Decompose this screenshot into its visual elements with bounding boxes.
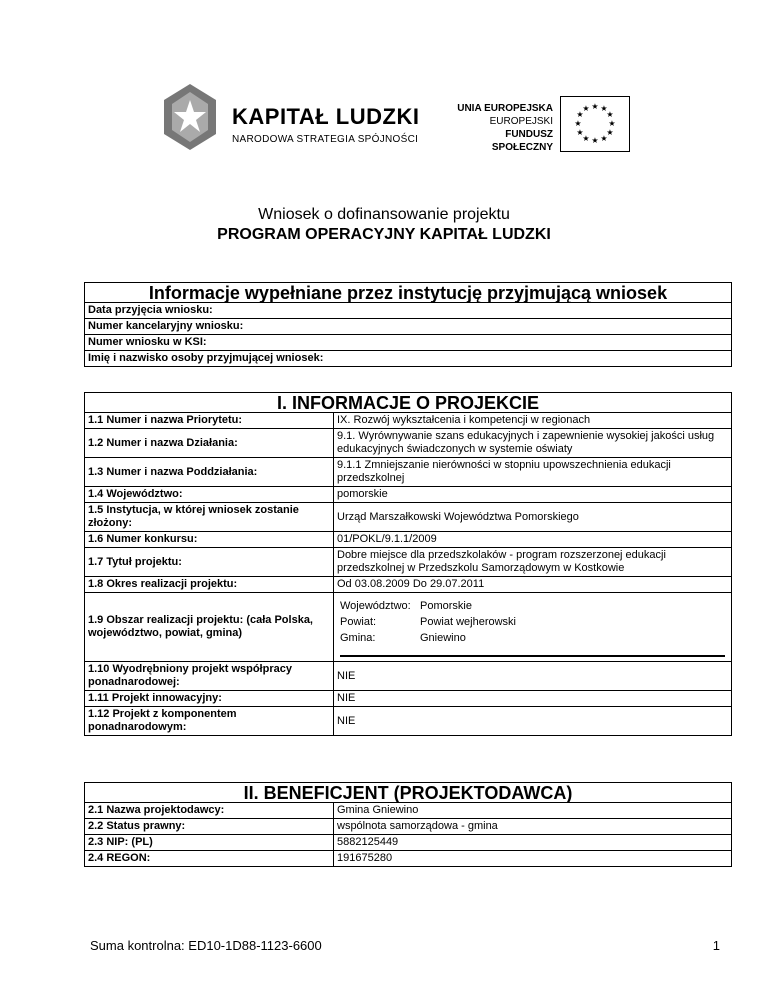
- row-value: 9.1.1 Zmniejszanie nierówności w stopniu upowszechnienia edukacji przedszkolnej: [334, 458, 732, 487]
- svg-text:★: ★: [591, 136, 599, 145]
- row-label: 1.7 Tytuł projektu:: [85, 548, 334, 577]
- kl-title: KAPITAŁ LUDZKI: [232, 104, 420, 129]
- svg-text:★: ★: [606, 110, 614, 119]
- project-info-table: [84, 392, 732, 736]
- row-value: pomorskie: [334, 487, 732, 503]
- kapital-ludzki-logo-icon: [160, 82, 220, 152]
- intake-row: Data przyjęcia wniosku:: [85, 303, 732, 319]
- row-value: 5882125449: [334, 835, 732, 851]
- area-divider: [340, 655, 725, 657]
- svg-text:★: ★: [600, 104, 608, 113]
- svg-text:★: ★: [574, 119, 582, 128]
- beneficiary-table: [84, 782, 732, 867]
- woj-key: Województwo:: [340, 600, 411, 612]
- row-label: 1.12 Projekt z komponentem ponadnarodowym:: [85, 707, 334, 736]
- title-line2: PROGRAM OPERACYJNY KAPITAŁ LUDZKI: [217, 226, 551, 243]
- pow-val: Powiat wejherowski: [420, 616, 516, 628]
- svg-text:★: ★: [576, 110, 584, 119]
- row-value: 191675280: [334, 851, 732, 867]
- section2-heading: II. BENEFICJENT (PROJEKTODAWCA): [85, 783, 732, 803]
- row-value: Od 03.08.2009 Do 29.07.2011: [334, 577, 732, 593]
- row-value: 01/POKL/9.1.1/2009: [334, 532, 732, 548]
- row-value: NIE: [334, 707, 732, 736]
- intake-row: Imię i nazwisko osoby przyjmującej wniosek:: [85, 351, 732, 367]
- gm-val: Gniewino: [420, 632, 466, 644]
- area-label: 1.9 Obszar realizacji projektu: (cała Polska, województwo, powiat, gmina): [85, 593, 334, 662]
- row-label: 1.5 Instytucja, w której wniosek zostanie złożony:: [85, 503, 334, 532]
- row-label: 1.11 Projekt innowacyjny:: [85, 691, 334, 707]
- row-label: 1.1 Numer i nazwa Priorytetu:: [85, 413, 334, 429]
- row-label: 1.4 Województwo:: [85, 487, 334, 503]
- pow-key: Powiat:: [340, 616, 377, 628]
- row-label: 2.3 NIP: (PL): [85, 835, 334, 851]
- row-label: 1.6 Numer konkursu:: [85, 532, 334, 548]
- row-value: Dobre miejsce dla przedszkolaków - program rozszerzonej edukacji przedszkolnej w Przedszkolu Samorządowym w Kostkowie: [334, 548, 732, 577]
- row-label: 1.2 Numer i nazwa Działania:: [85, 429, 334, 458]
- svg-text:★: ★: [608, 119, 616, 128]
- intake-heading: Informacje wypełniane przez instytucję przyjmującą wniosek: [85, 283, 732, 303]
- gm-key: Gmina:: [340, 632, 376, 644]
- row-label: 2.2 Status prawny:: [85, 819, 334, 835]
- page-number: 1: [712, 938, 720, 953]
- row-value: Gmina Gniewino: [334, 803, 732, 819]
- svg-text:★: ★: [591, 102, 599, 111]
- ue-line1: UNIA EUROPEJSKA: [457, 103, 553, 114]
- svg-text:★: ★: [582, 134, 590, 143]
- ue-line2: EUROPEJSKI: [489, 116, 553, 127]
- row-value: 9.1. Wyrównywanie szans edukacyjnych i zapewnienie wysokiej jakości usług edukacyjnych świadczonych w systemie oświaty: [334, 429, 732, 458]
- section1-heading: I. INFORMACJE O PROJEKCIE: [85, 393, 732, 413]
- row-label: 1.8 Okres realizacji projektu:: [85, 577, 334, 593]
- svg-text:★: ★: [582, 104, 590, 113]
- row-value: IX. Rozwój wykształcenia i kompetencji w regionach: [334, 413, 732, 429]
- svg-text:★: ★: [606, 128, 614, 137]
- intake-table: [84, 282, 732, 367]
- ue-text: [445, 102, 553, 154]
- row-label: 2.4 REGON:: [85, 851, 334, 867]
- row-value: Urząd Marszałkowski Województwa Pomorskiego: [334, 503, 732, 532]
- title-line1: Wniosek o dofinansowanie projektu: [258, 206, 510, 223]
- eu-flag-icon: [560, 96, 630, 152]
- row-label: 1.10 Wyodrębniony projekt współpracy ponadnarodowej:: [85, 662, 334, 691]
- row-value: NIE: [334, 662, 732, 691]
- intake-row: Numer kancelaryjny wniosku:: [85, 319, 732, 335]
- checksum: Suma kontrolna: ED10-1D88-1123-6600: [90, 938, 322, 953]
- woj-val: Pomorskie: [420, 600, 472, 612]
- intake-row: Numer wniosku w KSI:: [85, 335, 732, 351]
- svg-text:★: ★: [600, 134, 608, 143]
- kl-subtitle: NARODOWA STRATEGIA SPÓJNOŚCI: [232, 134, 419, 145]
- document-title: [0, 205, 768, 245]
- row-value: wspólnota samorządowa - gmina: [334, 819, 732, 835]
- row-label: 2.1 Nazwa projektodawcy:: [85, 803, 334, 819]
- row-value: NIE: [334, 691, 732, 707]
- row-label: 1.3 Numer i nazwa Poddziałania:: [85, 458, 334, 487]
- svg-text:★: ★: [576, 128, 584, 137]
- area-values: [334, 593, 732, 662]
- header-logos: [160, 82, 630, 162]
- ue-line3: FUNDUSZ SPOŁECZNY: [491, 129, 553, 153]
